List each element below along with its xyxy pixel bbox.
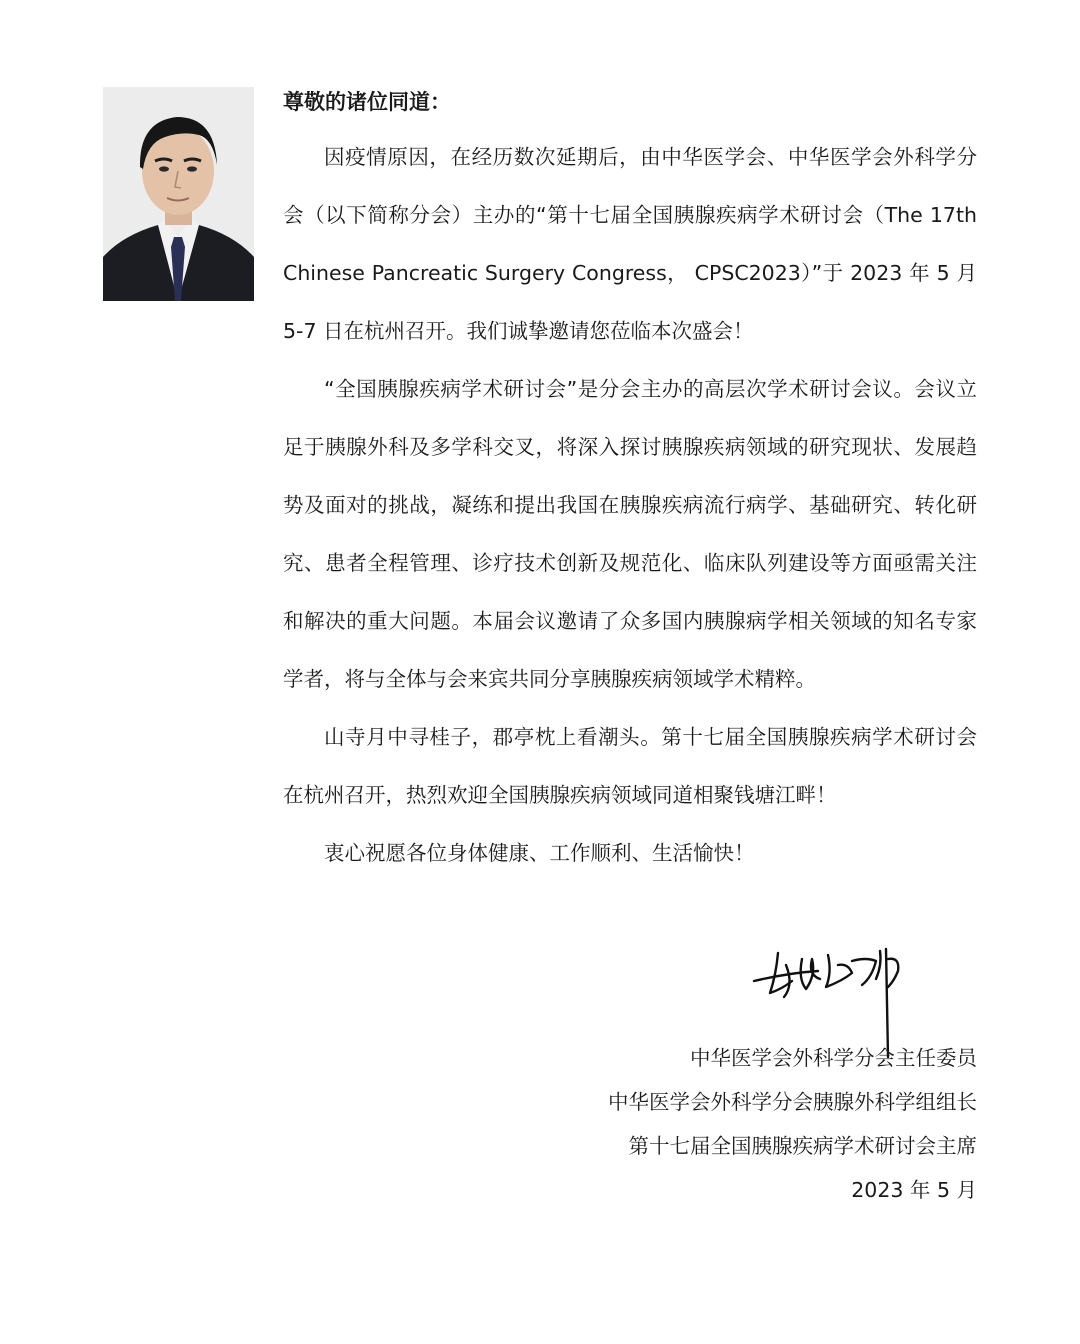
letter-paragraph: 因疫情原因，在经历数次延期后，由中华医学会、中华医学会外科学分会（以下简称分会）主办的“第十七届全国胰腺疾病学术研讨会（The 17th Chinese Pancreatic Surgery Congress， CPSC2023）”于 2023 年 5 月 5-7 日在杭州召开。我们诚挚邀请您莅临本次盛会！ bbox=[283, 145, 977, 343]
letter-body bbox=[283, 128, 977, 882]
chairman-portrait-photo bbox=[103, 87, 254, 301]
letter-paragraph: 衷心祝愿各位身体健康、工作顺利、生活愉快！ bbox=[324, 841, 755, 865]
signoff-date: 2023 年 5 月 bbox=[851, 1178, 977, 1202]
signoff-title: 中华医学会外科学分会主任委员 bbox=[690, 1046, 977, 1070]
letter-paragraph: “全国胰腺疾病学术研讨会”是分会主办的高层次学术研讨会议。会议立足于胰腺外科及多学科交叉，将深入探讨胰腺疾病领域的研究现状、发展趋势及面对的挑战，凝练和提出我国在胰腺疾病流行病学、基础研究、转化研究、患者全程管理、诊疗技术创新及规范化、临床队列建设等方面亟需关注和解决的重大问题。本届会议邀请了众多国内胰腺病学相关领域的知名专家学者，将与全体与会来宾共同分享胰腺疾病领域学术精粹。 bbox=[283, 377, 977, 691]
letter-salutation: 尊敬的诸位同道： bbox=[283, 90, 451, 114]
signoff-title: 第十七届全国胰腺疾病学术研讨会主席 bbox=[628, 1134, 977, 1158]
letter-signoff bbox=[608, 1036, 977, 1212]
letter-paragraph: 山寺月中寻桂子，郡亭枕上看潮头。第十七届全国胰腺疾病学术研讨会在杭州召开，热烈欢迎全国胰腺疾病领域同道相聚钱塘江畔！ bbox=[283, 725, 977, 807]
signoff-title: 中华医学会外科学分会胰腺外科学组组长 bbox=[608, 1090, 977, 1114]
